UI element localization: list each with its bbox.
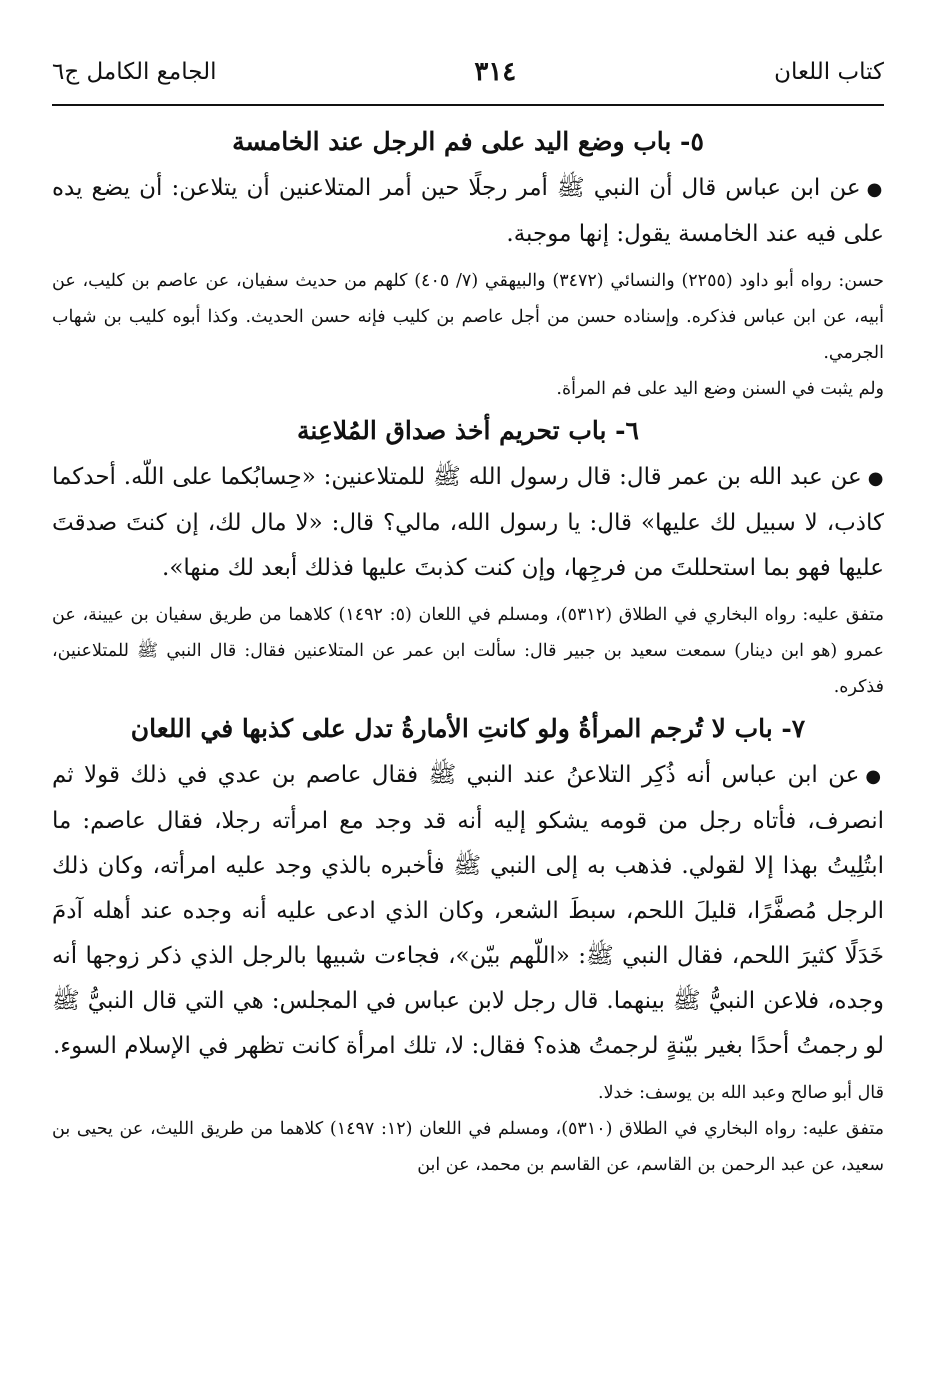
footnote-remark: ولم يثبت في السنن وضع اليد على فم المرأة.	[556, 379, 884, 399]
hadith-text	[52, 455, 884, 591]
hadith-body: عن ابن عباس قال أن النبي ﷺ أمر رجلًا حين أمر المتلاعنين أن يتلاعن: أن يضع يده على فيه عند الخامسة يقول: إنها موجبة.	[52, 175, 884, 247]
bullet-icon: ●	[866, 179, 884, 200]
running-header	[52, 52, 884, 92]
hadith-text	[52, 166, 884, 257]
chapter-heading: ٦- باب تحريم أخذ صداق المُلاعِنة	[297, 416, 639, 445]
header-rule	[52, 104, 884, 106]
footnote-takhrij: حسن: رواه أبو داود (٢٢٥٥) والنسائي (٣٤٧٢) والبيهقي (٧/ ٤٠٥) كلهم من حديث سفيان، عن عاصم بن كليب، عن أبيه، عن ابن عباس فذكره. وإسناده حسن من أجل عاصم بن كليب فإنه حسن الحديث. وكذا أبوه كليب بن شهاب الجرمي.	[52, 271, 884, 363]
footnote-remark: قال أبو صالح وعبد الله بن يوسف: خدلا.	[598, 1083, 884, 1103]
volume-title: الجامع الكامل ج٦	[52, 59, 217, 85]
footnote-takhrij: متفق عليه: رواه البخاري في الطلاق (٥٣١٠)، ومسلم في اللعان (١٢: ١٤٩٧) كلاهما من طريق الليث، عن يحيى بن سعيد، عن عبد الرحمن بن القاسم، عن القاسم بن محمد، عن ابن	[52, 1119, 884, 1175]
footnote-takhrij: متفق عليه: رواه البخاري في الطلاق (٥٣١٢)، ومسلم في اللعان (٥: ١٤٩٢) كلاهما من طريق سفيان بن عيينة، عن عمرو (هو ابن دينار) سمعت سعيد بن جبير قال: سألت ابن عمر عن المتلاعنين فقال: قال النبي ﷺ للمتلاعنين، فذكره.	[52, 605, 884, 697]
bullet-icon: ●	[867, 468, 885, 489]
hadith-body: عن ابن عباس أنه ذُكِر التلاعنُ عند النبي ﷺ فقال عاصم بن عدي في ذلك قولا ثم انصرف، فأتاه رجل من قومه يشكو إليه أنه قد وجد مع امرأته رجلا، فقال عاصم: ما ابتُلِيتُ بهذا إلا لقولي. فذهب به إلى النبي ﷺ فأخبره بالذي وجد عليه امرأته، وكان ذلك الرجل مُصفَّرًا، قليلَ اللحم، سبطَ الشعر، وكان الذي ادعى عليه أنه وجده عند أهله آدمَ خَدَلًا كثيرَ اللحم، فقال النبي ﷺ: «اللّهم بيّن»، فجاءت شبيها بالرجل الذي ذكر زوجها أنه وجده، فلاعن النبيُّ ﷺ بينهما. قال رجل لابن عباس في المجلس: هي التي قال النبيُّ ﷺ لو رجمتُ أحدًا بغير بيّنةٍ لرجمتُ هذه؟ فقال: لا، تلك امرأة كانت تظهر في الإسلام السوء.	[52, 762, 884, 1059]
bullet-icon: ●	[865, 766, 884, 787]
chapter-heading: ٥- باب وضع اليد على فم الرجل عند الخامسة	[232, 127, 704, 156]
page-body	[52, 118, 884, 1183]
hadith-text	[52, 753, 884, 1069]
page-number: ٣١٤	[474, 57, 517, 87]
book-title: كتاب اللعان	[774, 59, 884, 85]
hadith-body: عن عبد الله بن عمر قال: قال رسول الله ﷺ للمتلاعنين: «حِسابُكما على اللّه. أحدكما كاذب، لا سبيل لك عليها» قال: يا رسول الله، مالي؟ قال: «لا مال لك، إن كنتَ صدقتَ عليها فهو بما استحللتَ من فرجِها، وإن كنت كذبتَ عليها فذلك أبعد لك منها».	[52, 464, 884, 581]
chapter-heading: ٧- باب لا تُرجم المرأةُ ولو كانتِ الأمارةُ تدل على كذبها في اللعان	[130, 714, 806, 743]
